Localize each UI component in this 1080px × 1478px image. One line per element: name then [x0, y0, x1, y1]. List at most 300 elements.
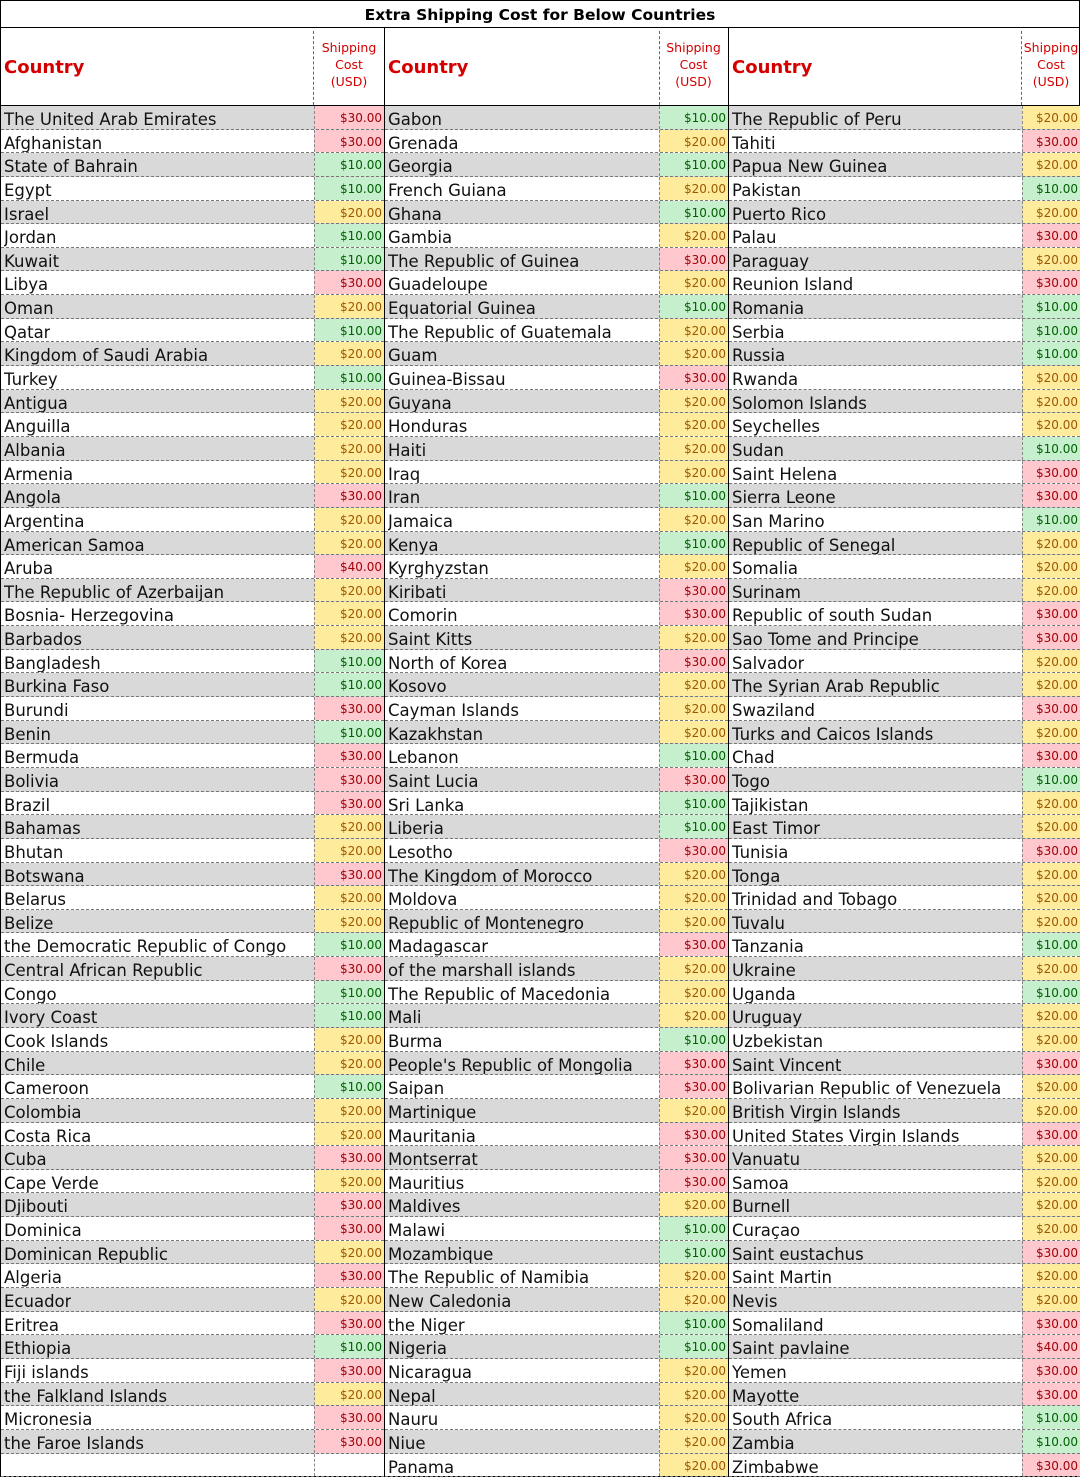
shipping-cost-value: $30.00: [1022, 697, 1080, 720]
country-name: Sudan: [732, 440, 784, 460]
table-row: [1, 342, 384, 366]
table-row: [385, 1170, 728, 1194]
country-name: Cape Verde: [4, 1173, 99, 1193]
cost-header-line: (USD): [675, 74, 712, 89]
table-row: [1, 1241, 384, 1265]
table-row: [1, 1359, 384, 1383]
table-row: [1, 177, 384, 201]
shipping-cost-value: $20.00: [659, 1406, 728, 1429]
shipping-cost-value: $20.00: [659, 390, 728, 413]
table-row: [1, 153, 384, 177]
table-row: [385, 839, 728, 863]
shipping-cost-value: $30.00: [659, 1075, 728, 1098]
table-row: [385, 602, 728, 626]
table-row: [729, 1430, 1080, 1454]
shipping-cost-value: $30.00: [314, 1406, 384, 1429]
table-row: [1, 1335, 384, 1359]
country-name: Fiji islands: [4, 1362, 89, 1382]
country-name: Vanuatu: [732, 1150, 801, 1169]
shipping-cost-value: $20.00: [1022, 792, 1080, 815]
country-name: The Republic of Peru: [732, 110, 902, 129]
shipping-cost-value: $30.00: [314, 1312, 384, 1335]
shipping-cost-value: $20.00: [1022, 650, 1080, 673]
country-name: Botswana: [4, 866, 85, 886]
country-name: Sao Tome and Principe: [732, 630, 919, 649]
table-row: [385, 1004, 728, 1028]
country-name: Ghana: [388, 204, 442, 224]
shipping-cost-value: $10.00: [659, 1028, 728, 1051]
table-rows: [1, 106, 384, 1477]
shipping-cost-value: $20.00: [659, 555, 728, 578]
country-name: The Kingdom of Morocco: [388, 866, 593, 886]
country-name: Aruba: [4, 559, 54, 578]
shipping-cost-value: $10.00: [659, 792, 728, 815]
shipping-cost-value: $10.00: [1022, 437, 1080, 460]
country-name: Albania: [4, 440, 66, 460]
shipping-cost-value: $10.00: [659, 532, 728, 555]
country-name: Kosovo: [388, 677, 447, 697]
country-name: Nicaragua: [388, 1362, 473, 1382]
table-row: [385, 484, 728, 508]
shipping-cost-value: $30.00: [659, 839, 728, 862]
country-name: Burnell: [732, 1197, 791, 1217]
country-name: Colombia: [4, 1102, 82, 1122]
shipping-cost-value: $30.00: [1022, 1123, 1080, 1146]
table-row: [729, 153, 1080, 177]
table-row: [729, 1075, 1080, 1099]
shipping-cost-value: $20.00: [1022, 1217, 1080, 1240]
country-name: Micronesia: [4, 1410, 93, 1429]
table-row: [1, 413, 384, 437]
shipping-cost-value: $10.00: [659, 153, 728, 176]
shipping-cost-value: $10.00: [659, 1312, 728, 1335]
country-name: Togo: [732, 771, 770, 791]
table-row: [1, 1028, 384, 1052]
table-row: [1, 863, 384, 887]
country-name: Somalia: [732, 559, 799, 578]
column-header: [385, 27, 728, 106]
shipping-cost-value: $20.00: [659, 1004, 728, 1027]
shipping-cost-value: $20.00: [659, 721, 728, 744]
shipping-cost-value: $10.00: [1022, 1430, 1080, 1453]
shipping-cost-value: $20.00: [1022, 413, 1080, 436]
table-row: [385, 1406, 728, 1430]
country-name: Burkina Faso: [4, 677, 110, 697]
shipping-cost-value: $20.00: [314, 461, 384, 484]
table-row: [1, 555, 384, 579]
country-name: Swaziland: [732, 701, 815, 720]
shipping-cost-value: $20.00: [659, 271, 728, 294]
shipping-cost-value: $20.00: [659, 1454, 728, 1477]
table-row: [385, 1359, 728, 1383]
table-row: [729, 366, 1080, 390]
table-row: [385, 697, 728, 721]
cost-header-line: (USD): [330, 74, 368, 89]
table-row: [385, 508, 728, 532]
shipping-cost-value: $30.00: [1022, 1241, 1080, 1264]
country-name: Paraguay: [732, 251, 810, 271]
country-name: British Virgin Islands: [732, 1102, 901, 1122]
shipping-cost-value: $10.00: [314, 1075, 384, 1098]
shipping-cost-value: $20.00: [314, 437, 384, 460]
table-row: [1, 839, 384, 863]
shipping-cost-value: $20.00: [659, 1193, 728, 1216]
shipping-cost-value: $20.00: [659, 1430, 728, 1453]
shipping-cost-value: $20.00: [1022, 1288, 1080, 1311]
table-row: [1, 815, 384, 839]
shipping-cost-value: $20.00: [659, 886, 728, 909]
shipping-cost-value: $30.00: [314, 957, 384, 980]
shipping-cost-value: $10.00: [314, 650, 384, 673]
shipping-cost-value: $10.00: [314, 224, 384, 247]
cost-header-line: (USD): [1032, 74, 1070, 89]
table-row: [1, 366, 384, 390]
table-row: [385, 413, 728, 437]
table-row: [729, 224, 1080, 248]
table-row: [729, 390, 1080, 414]
table-row: [729, 1170, 1080, 1194]
shipping-cost-value: $20.00: [314, 815, 384, 838]
table-row: [385, 626, 728, 650]
country-name: Republic of Senegal: [732, 535, 896, 555]
shipping-cost-value: $20.00: [314, 390, 384, 413]
country-name: Guadeloupe: [388, 275, 488, 295]
shipping-cost-value: $30.00: [1022, 271, 1080, 294]
country-name: Barbados: [4, 630, 82, 649]
country-name: Saint eustachus: [732, 1244, 864, 1264]
table-row: [1, 650, 384, 674]
country-name: Tonga: [732, 866, 781, 886]
country-name: Uganda: [732, 984, 796, 1004]
table-row: [729, 933, 1080, 957]
table-row: [385, 1430, 728, 1454]
shipping-cost-value: $30.00: [659, 1170, 728, 1193]
country-name: Costa Rica: [4, 1126, 92, 1146]
country-name: Guinea-Bissau: [388, 370, 506, 389]
country-name: Kuwait: [4, 251, 60, 271]
table-row: [1, 721, 384, 745]
country-name: Turkey: [4, 370, 58, 389]
country-name: Djibouti: [4, 1197, 68, 1217]
table-row: [1, 1004, 384, 1028]
shipping-cost-value: $20.00: [1022, 1004, 1080, 1027]
shipping-cost-value: $20.00: [314, 1052, 384, 1075]
table-row: [729, 130, 1080, 154]
table-row: [385, 981, 728, 1005]
country-name: Kenya: [388, 535, 439, 555]
table-row: [729, 1241, 1080, 1265]
table-row: [1, 224, 384, 248]
country-name: Palau: [732, 228, 777, 247]
shipping-cost-value: $20.00: [314, 413, 384, 436]
country-name: Tanzania: [732, 937, 804, 957]
table-row: [1, 1193, 384, 1217]
country-name: Mozambique: [388, 1244, 494, 1264]
country-name: Tajikistan: [732, 795, 809, 815]
table-row: [1, 248, 384, 272]
country-name: Saint pavlaine: [732, 1339, 850, 1358]
table-row: [385, 933, 728, 957]
shipping-cost-value: $20.00: [1022, 248, 1080, 271]
table-row: [1, 437, 384, 461]
table-row: [1, 1430, 384, 1454]
shipping-cost-value: $20.00: [314, 579, 384, 602]
table-row: [729, 106, 1080, 130]
table-row: [729, 1217, 1080, 1241]
table-row: [1, 1123, 384, 1147]
country-name: North of Korea: [388, 653, 508, 673]
shipping-cost-value: $20.00: [314, 1383, 384, 1406]
shipping-cost-value: $30.00: [314, 1217, 384, 1240]
country-header: Country: [4, 57, 85, 78]
country-name: The Republic of Namibia: [388, 1268, 590, 1288]
table-row: [385, 886, 728, 910]
country-name: San Marino: [732, 511, 825, 531]
country-name: Bermuda: [4, 748, 80, 767]
table-row: [729, 1123, 1080, 1147]
shipping-cost-value: $10.00: [659, 295, 728, 318]
shipping-cost-value: $20.00: [1022, 366, 1080, 389]
country-name: Argentina: [4, 511, 85, 531]
country-name: Dominican Republic: [4, 1244, 168, 1264]
shipping-cost-value: $30.00: [314, 106, 384, 129]
table-row: [1, 271, 384, 295]
shipping-cost-value: $30.00: [314, 1146, 384, 1169]
table-row: [729, 768, 1080, 792]
shipping-cost-value: $20.00: [314, 910, 384, 933]
country-name: Mali: [388, 1008, 422, 1027]
country-name: Central African Republic: [4, 961, 203, 980]
country-name: the Falkland Islands: [4, 1386, 168, 1406]
shipping-cost-value: $10.00: [314, 933, 384, 956]
table-row: [385, 1028, 728, 1052]
shipping-cost-value: [314, 1454, 384, 1477]
table-row: [385, 532, 728, 556]
shipping-cost-value: $20.00: [1022, 1264, 1080, 1287]
shipping-cost-value: $40.00: [314, 555, 384, 578]
table-column-1: [1, 27, 384, 1477]
table-row: [729, 484, 1080, 508]
table-row: [1, 390, 384, 414]
country-name: Ethiopia: [4, 1339, 72, 1358]
table-row: [1, 1146, 384, 1170]
shipping-cost-value: $10.00: [1022, 295, 1080, 318]
country-name: Bosnia- Herzegovina: [4, 606, 175, 626]
shipping-cost-value: $20.00: [659, 437, 728, 460]
country-name: Rwanda: [732, 370, 799, 389]
table-row: [1, 1406, 384, 1430]
country-name: Sri Lanka: [388, 795, 465, 815]
shipping-cost-value: $30.00: [314, 130, 384, 153]
shipping-cost-value: $10.00: [314, 1004, 384, 1027]
shipping-cost-value: $30.00: [1022, 461, 1080, 484]
table-row: [729, 437, 1080, 461]
country-name: Republic of Montenegro: [388, 913, 584, 933]
table-row: [729, 248, 1080, 272]
table-row: [385, 957, 728, 981]
shipping-cost-value: $30.00: [659, 1052, 728, 1075]
shipping-cost-value: $20.00: [659, 673, 728, 696]
cost-header-line: Shipping: [1023, 40, 1079, 55]
country-name: Bangladesh: [4, 653, 101, 673]
shipping-cost-value: $20.00: [659, 981, 728, 1004]
country-name: Turks and Caicos Islands: [732, 724, 934, 744]
shipping-cost-value: $20.00: [659, 957, 728, 980]
country-name: Ukraine: [732, 961, 796, 980]
table-row: [729, 413, 1080, 437]
country-name: Grenada: [388, 133, 459, 153]
country-name: Republic of south Sudan: [732, 606, 933, 626]
shipping-cost-header: [1022, 39, 1080, 90]
table-row: [729, 1359, 1080, 1383]
country-name: Serbia: [732, 322, 785, 342]
table-row: [385, 319, 728, 343]
table-row: [385, 815, 728, 839]
shipping-cost-value: $10.00: [1022, 981, 1080, 1004]
country-name: Ecuador: [4, 1292, 72, 1311]
country-name: Libya: [4, 275, 49, 295]
country-name: Puerto Rico: [732, 204, 827, 224]
table-row: [1, 792, 384, 816]
country-name: Martinique: [388, 1102, 477, 1122]
country-name: Cayman Islands: [388, 701, 519, 720]
shipping-cost-value: $20.00: [659, 1359, 728, 1382]
shipping-cost-value: $30.00: [1022, 602, 1080, 625]
table-row: [385, 1217, 728, 1241]
table-row: [729, 508, 1080, 532]
shipping-cost-value: $20.00: [1022, 1075, 1080, 1098]
shipping-cost-value: $30.00: [1022, 1312, 1080, 1335]
country-name: Nauru: [388, 1410, 439, 1429]
country-name: Kiribati: [388, 582, 447, 602]
table-row: [385, 1335, 728, 1359]
table-row: [385, 579, 728, 603]
shipping-cost-value: $20.00: [1022, 555, 1080, 578]
shipping-cost-value: $10.00: [314, 319, 384, 342]
country-name: Saint Martin: [732, 1268, 832, 1288]
table-row: [729, 342, 1080, 366]
table-row: [729, 650, 1080, 674]
shipping-cost-value: $10.00: [314, 366, 384, 389]
country-name: The Republic of Guatemala: [388, 322, 612, 342]
country-name: Tahiti: [732, 133, 776, 153]
table-row: [729, 626, 1080, 650]
shipping-cost-value: $20.00: [1022, 957, 1080, 980]
shipping-cost-value: $20.00: [1022, 815, 1080, 838]
shipping-cost-value: $10.00: [314, 1335, 384, 1358]
shipping-cost-value: $30.00: [314, 744, 384, 767]
country-name: Georgia: [388, 157, 453, 176]
table-row: [385, 153, 728, 177]
shipping-cost-value: $30.00: [659, 366, 728, 389]
country-name: Tuvalu: [732, 913, 785, 933]
country-name: Chad: [732, 748, 775, 767]
country-name: State of Bahrain: [4, 157, 138, 176]
table-row: [385, 1264, 728, 1288]
country-name: Jordan: [4, 228, 57, 247]
shipping-cost-value: $20.00: [314, 626, 384, 649]
shipping-cost-value: $30.00: [314, 1430, 384, 1453]
shipping-cost-value: $20.00: [659, 910, 728, 933]
table-row: [1, 1099, 384, 1123]
country-name: Surinam: [732, 582, 801, 602]
shipping-cost-value: $30.00: [314, 697, 384, 720]
shipping-cost-value: $30.00: [659, 579, 728, 602]
shipping-cost-value: $20.00: [659, 224, 728, 247]
table-row: [729, 532, 1080, 556]
country-name: Burma: [388, 1031, 443, 1051]
country-name: Belize: [4, 913, 54, 933]
country-name: South Africa: [732, 1410, 833, 1429]
table-row: [729, 555, 1080, 579]
table-row: [385, 1099, 728, 1123]
country-name: Gabon: [388, 110, 442, 129]
country-header: Country: [732, 57, 813, 78]
shipping-cost-value: $20.00: [1022, 1170, 1080, 1193]
country-name: Oman: [4, 299, 54, 318]
country-name: Antigua: [4, 393, 68, 413]
shipping-cost-value: $20.00: [1022, 910, 1080, 933]
country-name: Jamaica: [388, 511, 453, 531]
country-name: Bolivarian Republic of Venezuela: [732, 1079, 1002, 1098]
country-name: Kyrghyzstan: [388, 559, 489, 578]
table-row: [385, 106, 728, 130]
shipping-cost-value: $10.00: [659, 201, 728, 224]
table-row: [1, 981, 384, 1005]
table-row: [729, 602, 1080, 626]
shipping-cost-value: $20.00: [1022, 106, 1080, 129]
country-name: Saint Vincent: [732, 1055, 842, 1075]
table-row: [1, 933, 384, 957]
table-row: [385, 130, 728, 154]
shipping-cost-value: $20.00: [1022, 390, 1080, 413]
shipping-cost-value: $30.00: [659, 1146, 728, 1169]
country-name: Brazil: [4, 795, 51, 815]
country-name: Samoa: [732, 1173, 789, 1193]
table-row: [385, 1312, 728, 1336]
shipping-cost-value: $20.00: [1022, 863, 1080, 886]
table-row: [385, 1075, 728, 1099]
country-name: Zimbabwe: [732, 1457, 819, 1477]
country-name: Madagascar: [388, 937, 489, 957]
shipping-cost-value: $30.00: [1022, 1359, 1080, 1382]
shipping-cost-value: $30.00: [1022, 130, 1080, 153]
country-name: American Samoa: [4, 535, 145, 555]
shipping-cost-value: $20.00: [314, 1241, 384, 1264]
country-name: Somaliland: [732, 1315, 824, 1335]
shipping-cost-value: $20.00: [314, 295, 384, 318]
table-row: [729, 981, 1080, 1005]
country-name: French Guiana: [388, 180, 507, 200]
table-row: [1, 744, 384, 768]
country-name: Bhutan: [4, 842, 64, 862]
country-name: Comorin: [388, 606, 458, 626]
country-name: Solomon Islands: [732, 393, 867, 413]
table-row: [729, 1312, 1080, 1336]
shipping-cost-header: [659, 39, 728, 90]
table-row: [385, 555, 728, 579]
country-name: Chile: [4, 1055, 46, 1075]
table-row: [729, 1052, 1080, 1076]
country-header: Country: [388, 57, 469, 78]
country-name: Cameroon: [4, 1079, 89, 1098]
table-row: [729, 461, 1080, 485]
country-name: Nigeria: [388, 1339, 448, 1358]
table-row: [729, 295, 1080, 319]
table-row: [385, 271, 728, 295]
shipping-cost-value: $20.00: [314, 1170, 384, 1193]
table-row: [1, 579, 384, 603]
